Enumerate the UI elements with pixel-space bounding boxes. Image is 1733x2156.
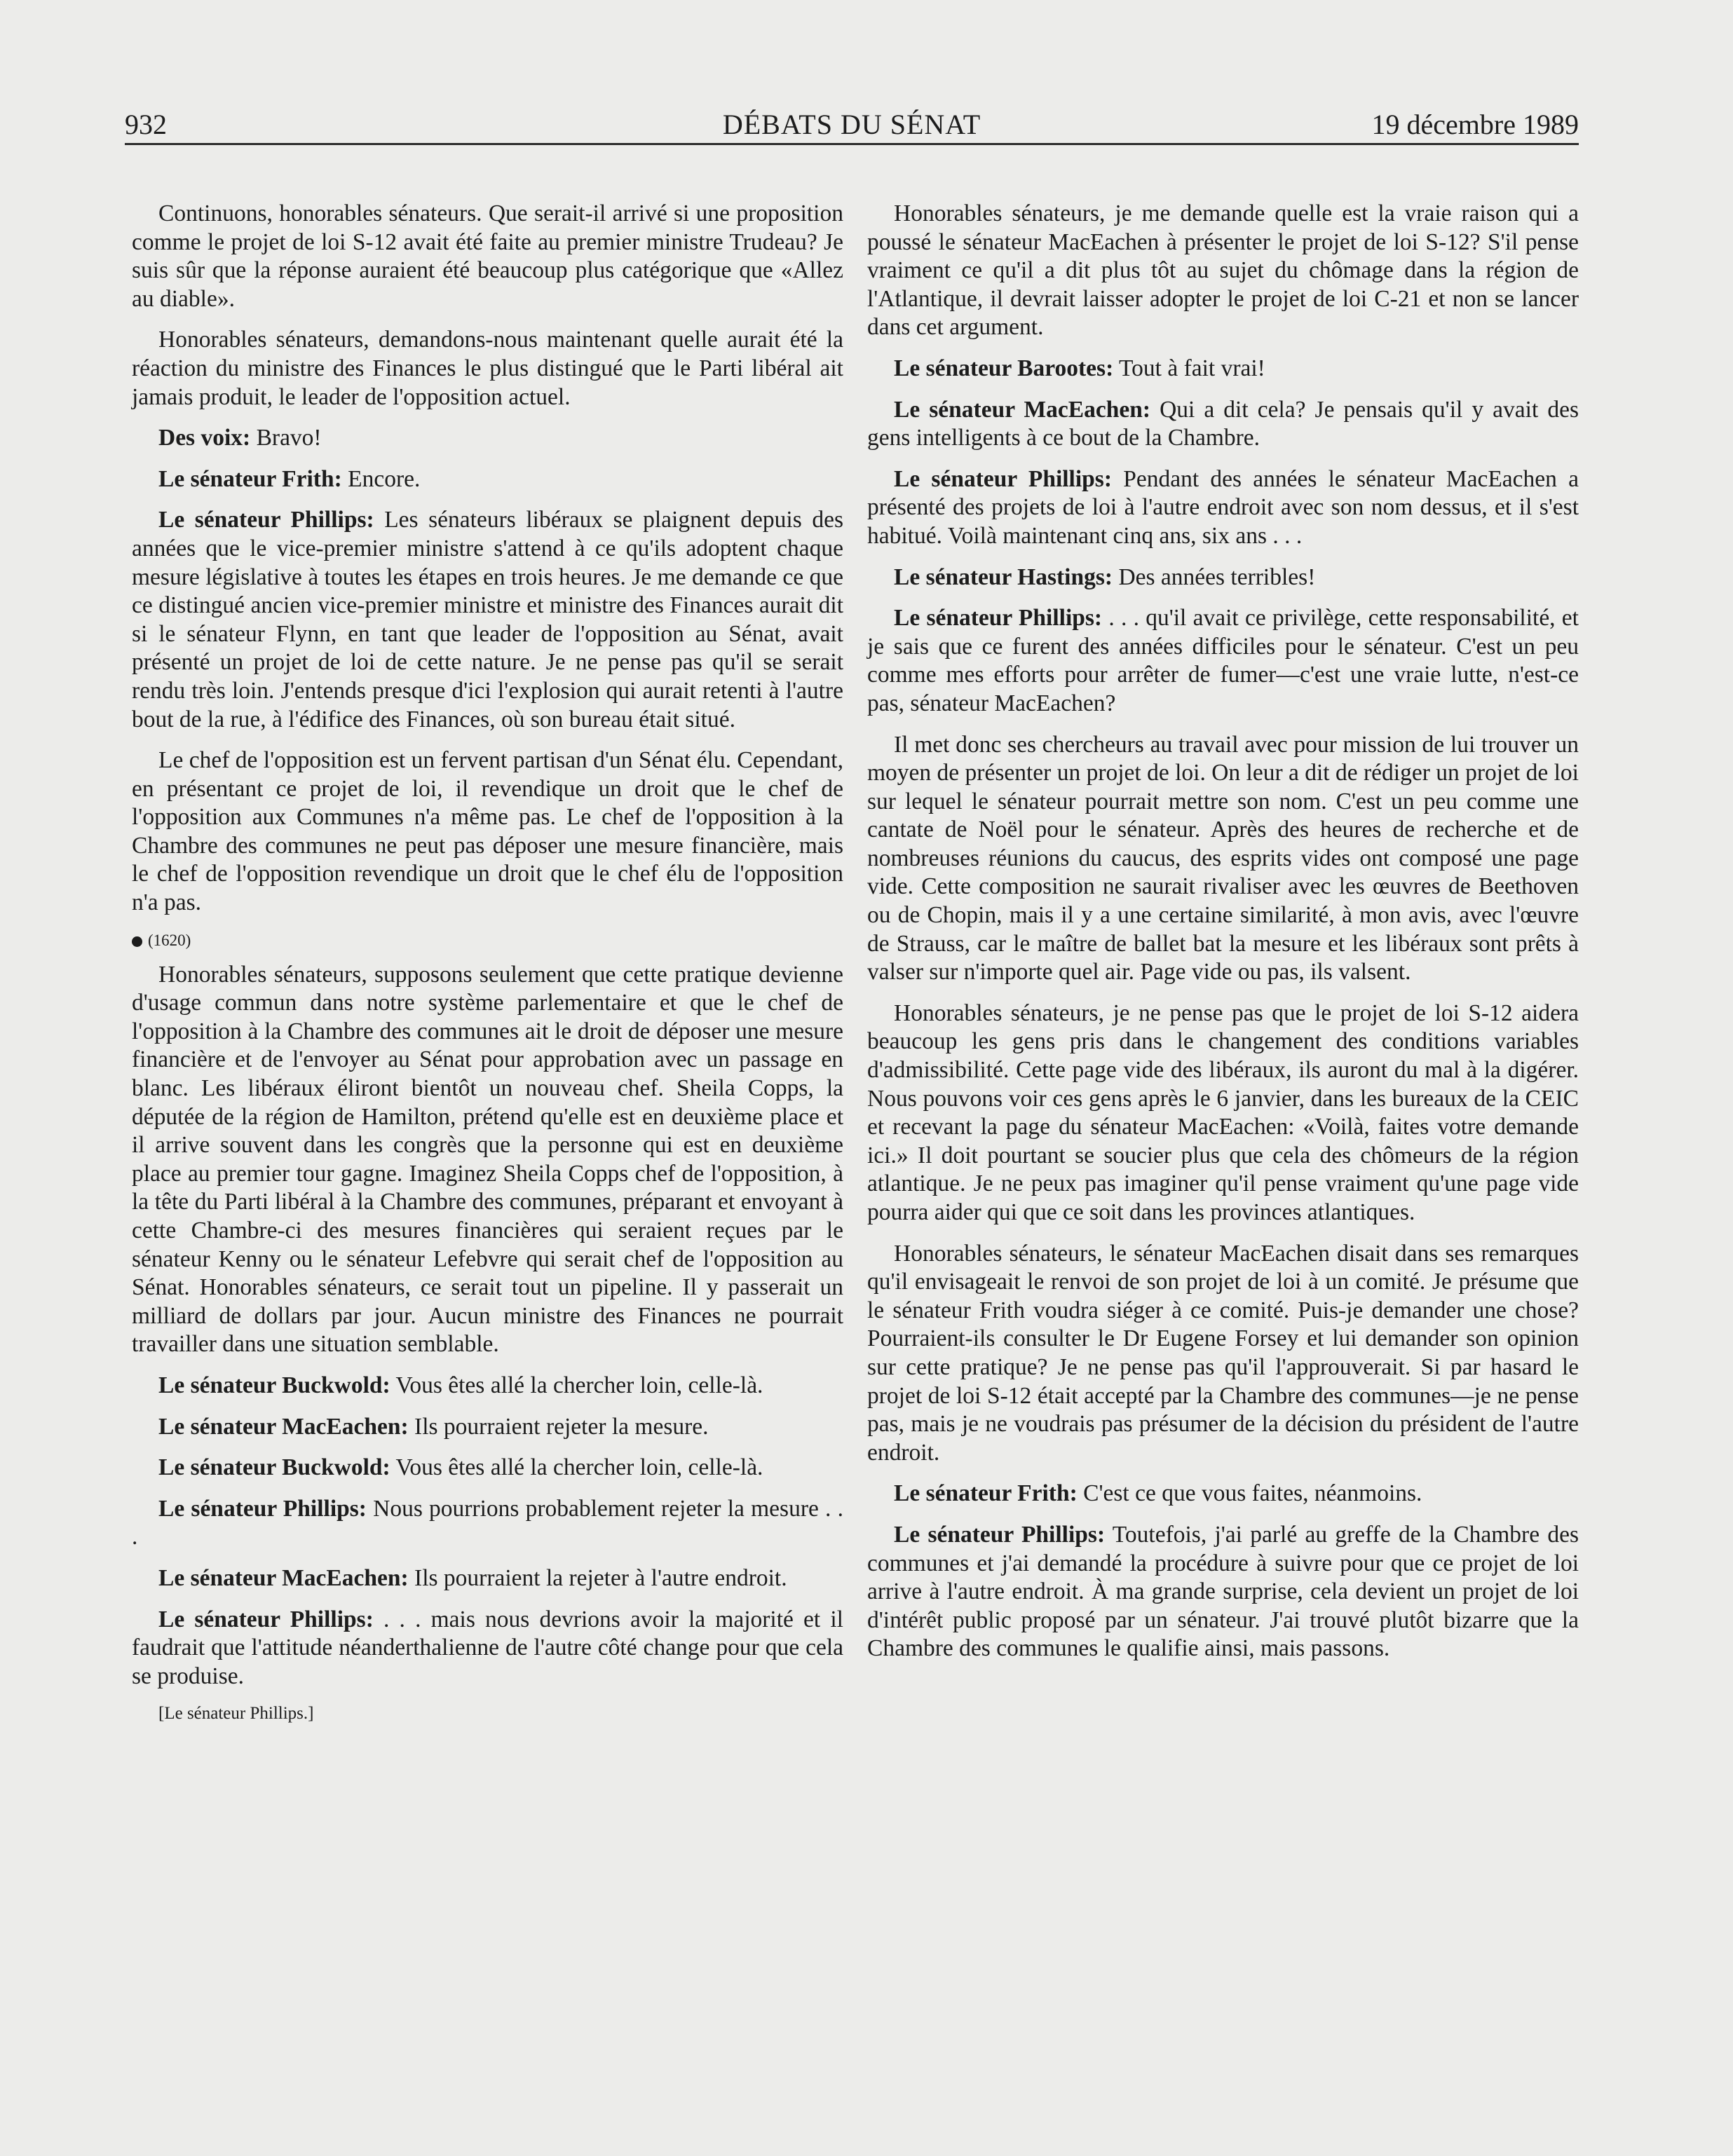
speech-text: Tout à fait vrai! — [1113, 355, 1265, 381]
speech-paragraph — [867, 1521, 1579, 1663]
speaker-name: Le sénateur Phillips: — [894, 605, 1103, 632]
speech-paragraph — [867, 355, 1579, 383]
speech-text: Bravo! — [250, 425, 322, 451]
page-number: 932 — [125, 109, 167, 140]
speech-text: Ils pourraient la rejeter à l'autre endroit. — [408, 1564, 787, 1591]
speaker-name: Le sénateur Buckwold: — [158, 1454, 390, 1481]
speech-paragraph — [867, 564, 1579, 592]
speaker-name: Le sénateur Barootes: — [894, 355, 1114, 381]
speech-text: Pendant des années le sénateur MacEachen a présenté des projets de loi à l'autre endroit avec son nom dessus, et il s'est habitué. Voilà maintenant cinq ans, six ans . . . — [867, 465, 1579, 549]
paragraph: Continuons, honorables sénateurs. Que serait-il arrivé si une proposition comme le projet de loi S-12 avait été faite au premier ministre Trudeau? Je suis sûr que la réponse auraient été beaucoup plus catégorique que «Allez au diable». — [132, 200, 843, 312]
speech-paragraph — [132, 1413, 843, 1442]
page-title: DÉBATS DU SÉNAT — [722, 109, 981, 140]
paragraph: Honorables sénateurs, je me demande quelle est la vraie raison qui a poussé le sénateur MacEachen à présenter le projet de loi S-12? S'il pense vraiment ce qu'il a dit plus tôt au sujet du chômage dans la région de l'Atlantique, il devrait laisser adopter le projet de loi C-21 et non se lancer dans cet argument. — [867, 200, 1579, 341]
speech-text: Vous êtes allé la chercher loin, celle-là. — [390, 1372, 763, 1398]
speaker-name: Le sénateur Frith: — [894, 1480, 1078, 1507]
speech-paragraph — [132, 465, 843, 494]
time-marker — [132, 930, 843, 951]
paragraph: Le chef de l'opposition est un fervent partisan d'un Sénat élu. Cependant, en présentant ce projet de loi, il revendique un droit que le chef de l'opposition aux Communes n'a même pas. Le chef de l'opposition à la Chambre des communes ne peut pas déposer une mesure financière, mais le chef de l'opposition revendique un droit que le chef élu de l'opposition n'a pas. — [132, 747, 843, 916]
paragraph: Il met donc ses chercheurs au travail avec pour mission de lui trouver un moyen de présenter un projet de loi. On leur a dit de rédiger un projet de loi sur lequel le sénateur pourrait mettre son nom. C'est un peu comme une cantate de Noël pour le sénateur. Après des heures de recherche et de nombreuses réunions du caucus, des esprits vides ont composé une page vide. Cette composition ne saurait rivaliser avec les œuvres de Beethoven ou de Chopin, mais il y a une certaine similarité, à mon avis, avec l'œuvre de Strauss, car le maître de ballet bat la mesure et les libéraux sont prêts à valser sur n'importe quel air. Page vide ou pas, ils valsent. — [867, 731, 1579, 985]
speaker-name: Le sénateur MacEachen: — [894, 396, 1151, 423]
speech-paragraph — [867, 1480, 1579, 1508]
speaker-name: Le sénateur Phillips: — [894, 1521, 1106, 1548]
time-marker-label: (1620) — [148, 931, 191, 949]
page-header — [125, 104, 1579, 145]
speaker-name: Le sénateur MacEachen: — [158, 1564, 409, 1591]
speech-text: Vous êtes allé la chercher loin, celle-là. — [390, 1454, 763, 1481]
speech-text: Les sénateurs libéraux se plaignent depuis des années que le vice-premier ministre s'attend à ce qu'ils adoptent chaque mesure législative à toutes les étapes en trois heures. Je me demande ce que ce distingué ancien vice-premier ministre et ministre des Finances aurait dit si le sénateur Flynn, en tant que leader de l'opposition au Sénat, avait présenté un projet de loi de cette nature. Je ne pense pas qu'il se serait rendu très loin. J'entends presque d'ici l'explosion qui aurait retenti à l'autre bout de la rue, à l'édifice des Finances, où son bureau était situé. — [132, 507, 843, 732]
speech-paragraph — [132, 1564, 843, 1593]
speaker-footer-note: [Le sénateur Phillips.] — [158, 1704, 314, 1724]
page-date: 19 décembre 1989 — [1371, 109, 1579, 140]
speech-text: . . . qu'il avait ce privilège, cette responsabilité, et je sais que ce furent des années difficiles pour le sénateur. C'est un peu comme mes efforts pour arrêter de fumer—c'est une vraie lutte, n'est-ce pas, sénateur MacEachen? — [867, 605, 1579, 716]
paragraph: Honorables sénateurs, le sénateur MacEachen disait dans ses remarques qu'il envisageait le renvoi de son projet de loi à un comité. Je présume que le sénateur Frith voudra siéger à ce comité. Puis-je demander une chose? Pourraient-ils consulter le Dr Eugene Forsey et lui demander son opinion sur cette pratique? Je ne pense pas qu'il l'approuverait. Si par hasard le projet de loi S-12 était accepté par la Chambre des communes—je ne pense pas, mais je ne voudrais pas présumer de la décision du président de l'autre endroit. — [867, 1240, 1579, 1466]
speaker-name: Le sénateur Phillips: — [158, 1495, 367, 1522]
paragraph: Honorables sénateurs, je ne pense pas que le projet de loi S-12 aidera beaucoup les gens pris dans le changement des conditions variables d'admissibilité. Cette page vide des libéraux, ils auront du mal à la digérer. Nous pouvons voir ces gens après le 6 janvier, dans les bureaux de la CEIC et recevant la page du sénateur MacEachen: «Voilà, faites votre demande ici.» Il doit pourtant se soucier plus que cela des chômeurs de la région atlantique. Je ne peux pas imaginer qu'il pense vraiment qu'une page vide pourra aider qui que ce soit dans les provinces atlantiques. — [867, 999, 1579, 1225]
speech-paragraph — [867, 604, 1579, 718]
paragraph: Honorables sénateurs, demandons-nous maintenant quelle aurait été la réaction du ministre des Finances le plus distingué que le Parti libéral ait jamais produit, le leader de l'opposition actuel. — [132, 327, 843, 410]
speaker-name: Le sénateur Buckwold: — [158, 1372, 390, 1398]
speech-paragraph — [132, 506, 843, 734]
speech-text: Nous pourrions probablement rejeter la mesure . . . — [132, 1495, 843, 1550]
paragraph: Honorables sénateurs, supposons seulement que cette pratique devienne d'usage commun dans notre système parlementaire et que le chef de l'opposition à la Chambre des communes ait le droit de déposer une mesure financière et de l'envoyer au Sénat pour approbation avec un passage en blanc. Les libéraux éliront bientôt un nouveau chef. Sheila Copps, la députée de la région de Hamilton, prétend qu'elle est en deuxième place et il arrive souvent dans les congrès que la personne qui est en deuxième place au premier tour gagne. Imaginez Sheila Copps chef de l'opposition, à la tête du Parti libéral à la Chambre des communes, préparant et envoyant à cette Chambre-ci des mesures financières qui seraient reçues par le sénateur Kenny ou le sénateur Lefebvre qui serait chef de l'opposition au Sénat. Honorables sénateurs, ce serait tout un pipeline. Il y passerait un milliard de dollars par jour. Aucun ministre des Finances ne pourrait travailler dans une situation semblable. — [132, 961, 843, 1358]
speaker-name: Des voix: — [158, 425, 251, 451]
speaker-name: Le sénateur Phillips: — [158, 507, 374, 533]
speech-text: Ils pourraient rejeter la mesure. — [408, 1413, 709, 1440]
speech-text: Qui a dit cela? Je pensais qu'il y avait des gens intelligents à ce bout de la Chambre. — [867, 396, 1579, 451]
right-column — [867, 200, 1579, 1676]
speech-paragraph — [867, 465, 1579, 551]
bullet-icon — [132, 936, 142, 947]
speech-text: C'est ce que vous faites, néanmoins. — [1077, 1480, 1422, 1507]
speech-paragraph — [132, 1372, 843, 1400]
speech-text: Des années terribles! — [1113, 564, 1316, 590]
speech-paragraph — [867, 396, 1579, 453]
speech-paragraph — [132, 1606, 843, 1691]
speech-paragraph — [132, 1495, 843, 1552]
speaker-name: Le sénateur Phillips: — [158, 1606, 374, 1632]
speech-paragraph — [132, 1454, 843, 1482]
speech-paragraph — [132, 424, 843, 453]
speech-text: Toutefois, j'ai parlé au greffe de la Chambre des communes et j'ai demandé la procédure à suivre pour que ce projet de loi arrive à l'autre endroit. À ma grande surprise, cela devient un projet de loi d'intérêt public proposé par un sénateur. J'ai trouvé plutôt bizarre que la Chambre des communes le qualifie ainsi, mais passons. — [867, 1521, 1579, 1662]
left-column — [132, 200, 843, 1724]
speech-text: Encore. — [341, 465, 421, 492]
speaker-name: Le sénateur Hastings: — [894, 564, 1113, 590]
speaker-name: Le sénateur Frith: — [158, 465, 342, 492]
speech-text: . . . mais nous devrions avoir la majorité et il faudrait que l'attitude néanderthalienne de l'autre côté change pour que cela se produise. — [132, 1606, 843, 1689]
speaker-name: Le sénateur MacEachen: — [158, 1413, 409, 1440]
speaker-name: Le sénateur Phillips: — [894, 465, 1112, 492]
